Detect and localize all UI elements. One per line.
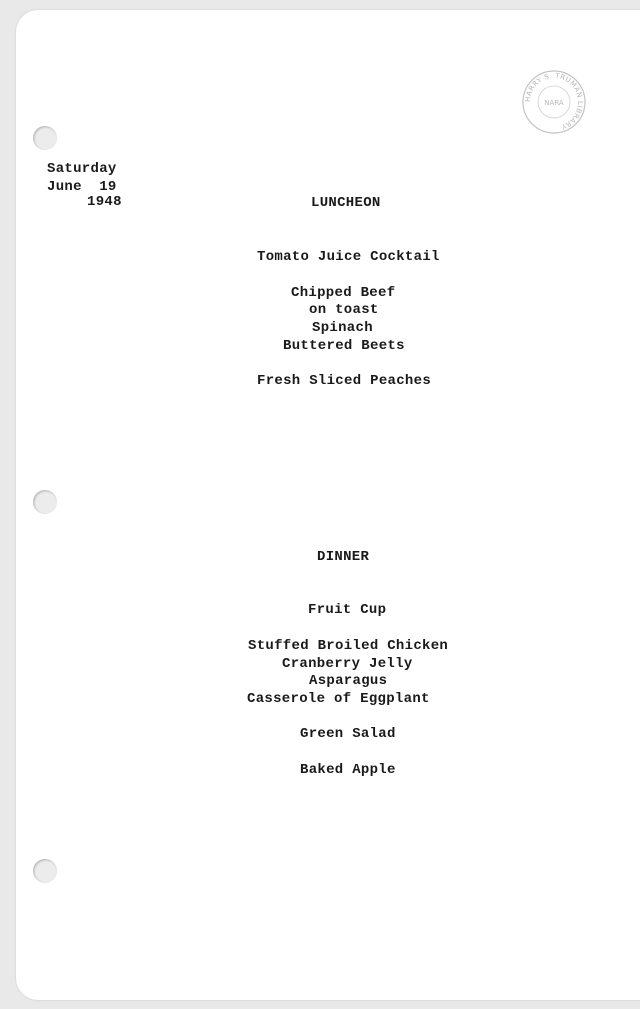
luncheon-item-tomato-juice: Tomato Juice Cocktail <box>257 249 440 265</box>
dinner-item-chicken: Stuffed Broiled Chicken <box>248 638 449 654</box>
date-month-day: June 19 <box>47 179 117 195</box>
stamp-ring-text: HARRY S. TRUMAN LIBRARY <box>523 71 585 131</box>
binder-hole-top <box>33 126 57 150</box>
luncheon-item-peaches: Fresh Sliced Peaches <box>257 373 432 389</box>
binder-hole-bottom <box>33 859 57 883</box>
luncheon-item-chipped-beef: Chipped Beef <box>291 285 396 301</box>
dinner-item-green-salad: Green Salad <box>300 726 396 742</box>
luncheon-item-on-toast: on toast <box>309 302 379 318</box>
luncheon-item-buttered-beets: Buttered Beets <box>283 338 405 354</box>
archive-stamp <box>520 68 588 136</box>
dinner-item-eggplant: Casserole of Eggplant <box>247 691 430 707</box>
binder-hole-middle <box>33 490 57 514</box>
luncheon-item-spinach: Spinach <box>312 320 373 336</box>
dinner-item-cranberry: Cranberry Jelly <box>282 656 413 672</box>
menu-page <box>16 10 640 1000</box>
dinner-item-baked-apple: Baked Apple <box>300 762 396 778</box>
date-year: 1948 <box>87 194 122 210</box>
stamp-center-text: NARA <box>544 99 564 107</box>
luncheon-heading: LUNCHEON <box>311 195 381 211</box>
dinner-item-asparagus: Asparagus <box>309 673 388 689</box>
dinner-heading: DINNER <box>317 549 370 565</box>
dinner-item-fruit-cup: Fruit Cup <box>308 602 387 618</box>
date-day: Saturday <box>47 161 117 177</box>
